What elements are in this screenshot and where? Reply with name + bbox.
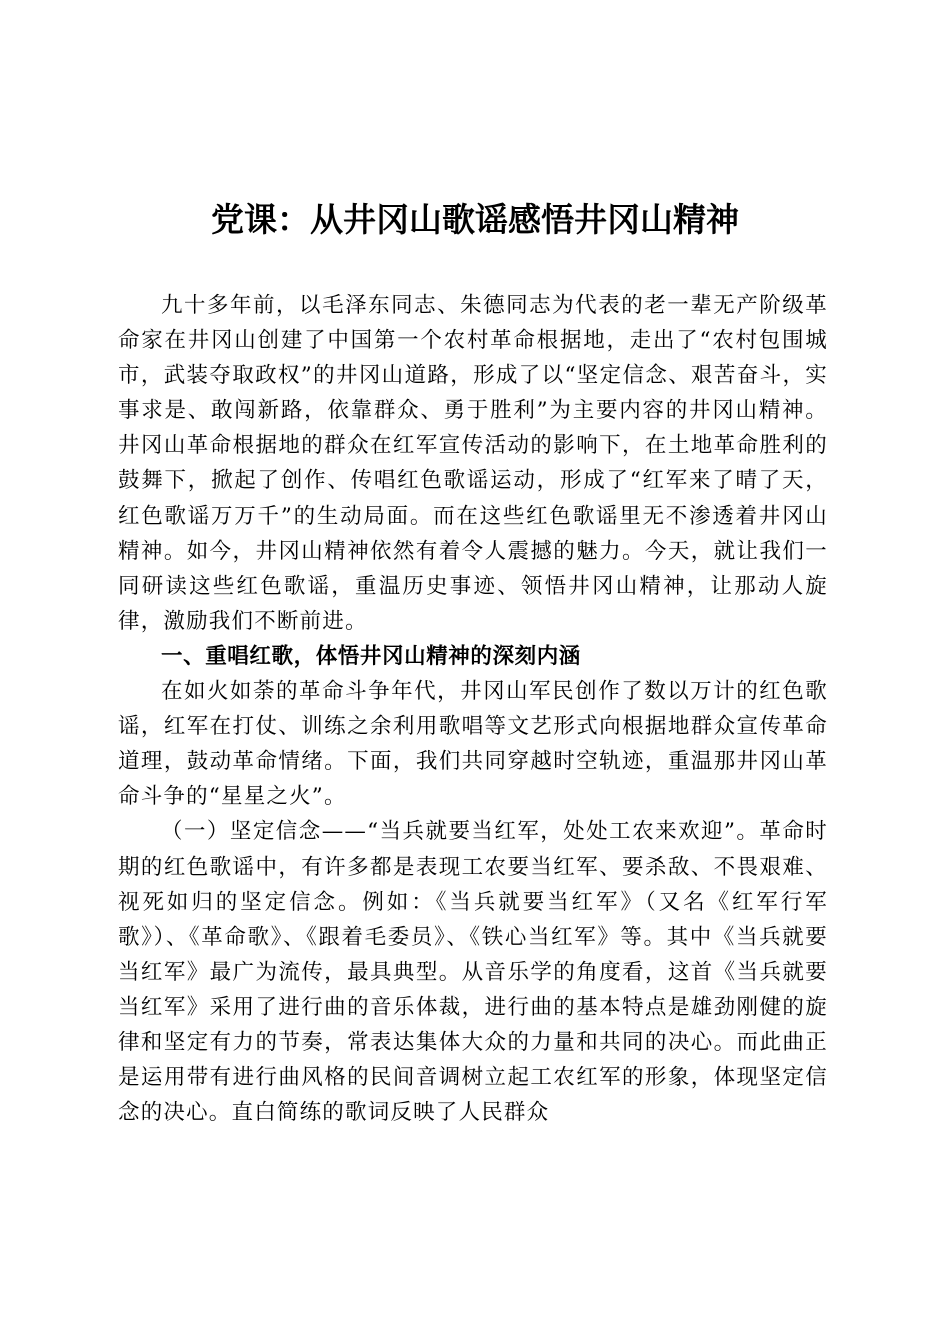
document-body <box>118 288 828 1130</box>
document-title: 党课：从井冈山歌谣感悟井冈山精神 <box>211 200 739 239</box>
section-heading-1: 一、重唱红歌，体悟井冈山精神的深刻内涵 <box>161 643 581 669</box>
intro-paragraph: 九十多年前，以毛泽东同志、朱德同志为代表的老一辈无产阶级革命家在井冈山创建了中国第一个农村革命根据地，走出了“农村包围城市，武装夺取政权”的井冈山道路，形成了以“坚定信念、艰苦奋斗，实事求是、敢闯新路，依靠群众、勇于胜利”为主要内容的井冈山精神。井冈山革命根据地的群众在红军宣传活动的影响下，在土地革命胜利的鼓舞下，掀起了创作、传唱红色歌谣运动，形成了“红军来了晴了天，红色歌谣万万千”的生动局面。而在这些红色歌谣里无不渗透着井冈山精神。如今，井冈山精神依然有着令人震撼的魅力。今天，就让我们一同研读这些红色歌谣，重温历史事迹、领悟井冈山精神，让那动人旋律，激励我们不断前进。 <box>118 293 828 634</box>
section-paragraph-1: 在如火如荼的革命斗争年代，井冈山军民创作了数以万计的红色歌谣，红军在打仗、训练之余利用歌唱等文艺形式向根据地群众宣传革命道理，鼓动革命情绪。下面，我们共同穿越时空轨迹，重温那井冈山革命斗争的“星星之火”。 <box>118 679 828 810</box>
subsection-paragraph-1: （一）坚定信念——“当兵就要当红军，处处工农来欢迎”。革命时期的红色歌谣中，有许多都是表现工农要当红军、要杀敌、不畏艰难、视死如归的坚定信念。例如：《当兵就要当红军》（又名《红军行军歌》）、《革命歌》、《跟着毛委员》、《铁心当红军》等。其中《当兵就要当红军》最广为流传，最具典型。从音乐学的角度看，这首《当兵就要当红军》采用了进行曲的音乐体裁，进行曲的基本特点是雄劲刚健的旋律和坚定有力的节奏，常表达集体大众的力量和共同的决心。而此曲正是运用带有进行曲风格的民间音调树立起工农红军的形象，体现坚定信念的决心。直白简练的歌词反映了人民群众 <box>118 819 828 1126</box>
